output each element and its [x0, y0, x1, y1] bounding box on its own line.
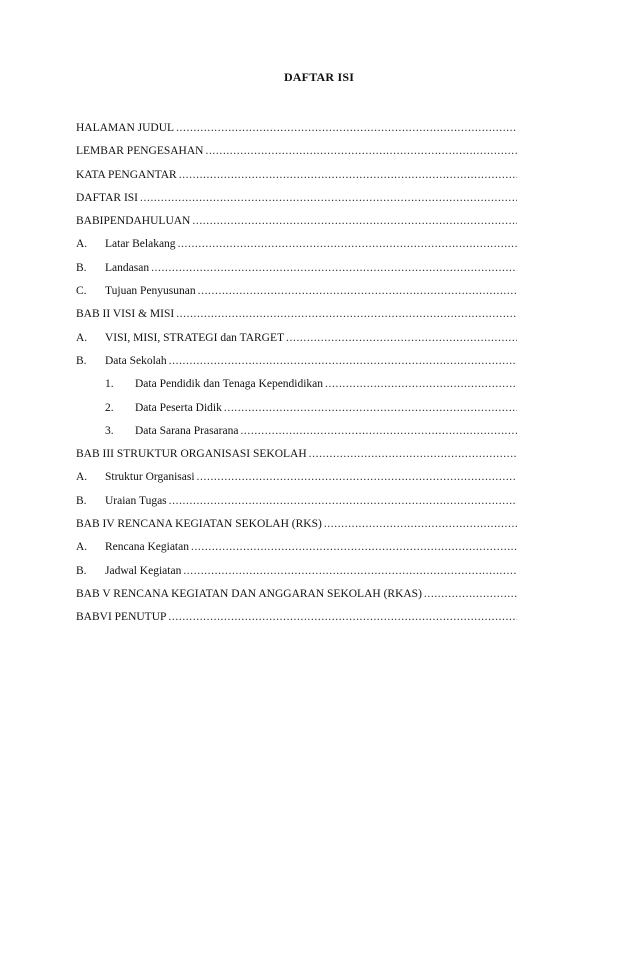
dot-leader	[169, 354, 517, 368]
dot-leader	[424, 587, 517, 601]
toc-entry-text: Landasan	[105, 261, 150, 274]
toc-entry-text: BAB III STRUKTUR ORGANISASI SEKOLAH	[76, 448, 307, 461]
toc-entry[interactable]	[76, 562, 517, 585]
dot-leader	[240, 424, 517, 438]
dot-leader	[309, 447, 517, 461]
toc-entry-number: 3.	[105, 424, 114, 437]
toc-entry[interactable]	[76, 142, 517, 165]
toc-entry[interactable]	[76, 399, 517, 422]
toc-entry[interactable]	[76, 422, 517, 445]
toc-entry[interactable]	[76, 189, 517, 212]
toc-entry-text: Uraian Tugas	[105, 494, 167, 507]
toc-entry[interactable]	[76, 375, 517, 398]
dot-leader	[168, 610, 517, 624]
dot-leader	[197, 470, 517, 484]
toc-entry[interactable]	[76, 212, 517, 235]
dot-leader	[198, 284, 517, 298]
dot-leader	[286, 331, 517, 345]
toc-entry[interactable]	[76, 468, 517, 491]
toc-entry-text: HALAMAN JUDUL	[76, 122, 175, 134]
toc-entry-text: BAB V RENCANA KEGIATAN DAN ANGGARAN SEKOLAH (RKAS)	[76, 587, 422, 600]
toc-entry[interactable]	[76, 329, 517, 352]
dot-leader	[178, 237, 517, 251]
toc-entry-text: Data Peserta Didik	[135, 401, 222, 414]
toc-entry[interactable]	[76, 305, 517, 328]
dot-leader	[325, 377, 517, 391]
dot-leader	[183, 564, 517, 578]
page-title: DAFTAR ISI	[283, 70, 355, 84]
toc-entry[interactable]	[76, 445, 517, 468]
toc-entry-number: B.	[76, 494, 87, 507]
toc-entry-text: Data Sekolah	[105, 354, 167, 367]
toc-entry-text: Jadwal Kegiatan	[105, 564, 182, 577]
toc-entry[interactable]	[76, 515, 517, 538]
toc-entry-number: 2.	[105, 401, 114, 414]
toc-entry-text: Rencana Kegiatan	[105, 541, 189, 554]
toc-entry-text: Data Sarana Prasarana	[135, 424, 239, 437]
toc-entry-text: BABIPENDAHULUAN	[76, 215, 191, 228]
toc-entry-number: A.	[76, 471, 88, 484]
toc-entry-text: Struktur Organisasi	[105, 471, 195, 484]
toc-entry[interactable]	[76, 166, 517, 189]
toc-entry[interactable]	[76, 235, 517, 258]
dot-leader	[176, 121, 517, 135]
toc-entry[interactable]	[76, 585, 517, 608]
dot-leader	[224, 401, 517, 415]
toc-entry-number: B.	[76, 564, 87, 577]
toc-entry[interactable]	[76, 608, 517, 631]
dot-leader	[140, 191, 517, 205]
toc-entry[interactable]	[76, 282, 517, 305]
toc-entry-number: 1.	[105, 378, 114, 391]
toc-entry[interactable]	[76, 538, 517, 561]
toc-entry-number: A.	[76, 238, 88, 251]
toc-entry-text: BABVI PENUTUP	[76, 611, 167, 624]
toc-entry-text: KATA PENGANTAR	[76, 168, 177, 181]
dot-leader	[169, 494, 517, 508]
table-of-contents	[76, 119, 517, 632]
dot-leader	[191, 540, 517, 554]
toc-entry[interactable]	[76, 119, 517, 142]
toc-entry[interactable]	[76, 352, 517, 375]
dot-leader	[179, 168, 517, 182]
toc-entry-text: Latar Belakang	[105, 238, 176, 251]
toc-entry-number: C.	[76, 285, 87, 298]
toc-entry-number: B.	[76, 261, 87, 274]
toc-entry-text: Data Pendidik dan Tenaga Kependidikan	[135, 378, 324, 391]
dot-leader	[151, 261, 517, 275]
dot-leader	[324, 517, 517, 531]
dot-leader	[192, 214, 517, 228]
toc-entry-text: LEMBAR PENGESAHAN	[76, 145, 204, 158]
toc-entry-text: BAB II VISI & MISI	[76, 308, 175, 321]
toc-entry-text: VISI, MISI, STRATEGI dan TARGET	[105, 331, 285, 344]
toc-entry-text: Tujuan Penyusunan	[105, 285, 196, 298]
toc-entry-text: DAFTAR ISI	[76, 191, 139, 204]
dot-leader	[176, 307, 517, 321]
dot-leader	[205, 144, 517, 158]
toc-entry[interactable]	[76, 259, 517, 282]
toc-entry-number: A.	[76, 331, 88, 344]
toc-entry-number: B.	[76, 354, 87, 367]
toc-entry-text: BAB IV RENCANA KEGIATAN SEKOLAH (RKS)	[76, 518, 322, 531]
toc-entry-number: A.	[76, 541, 88, 554]
toc-entry[interactable]	[76, 492, 517, 515]
